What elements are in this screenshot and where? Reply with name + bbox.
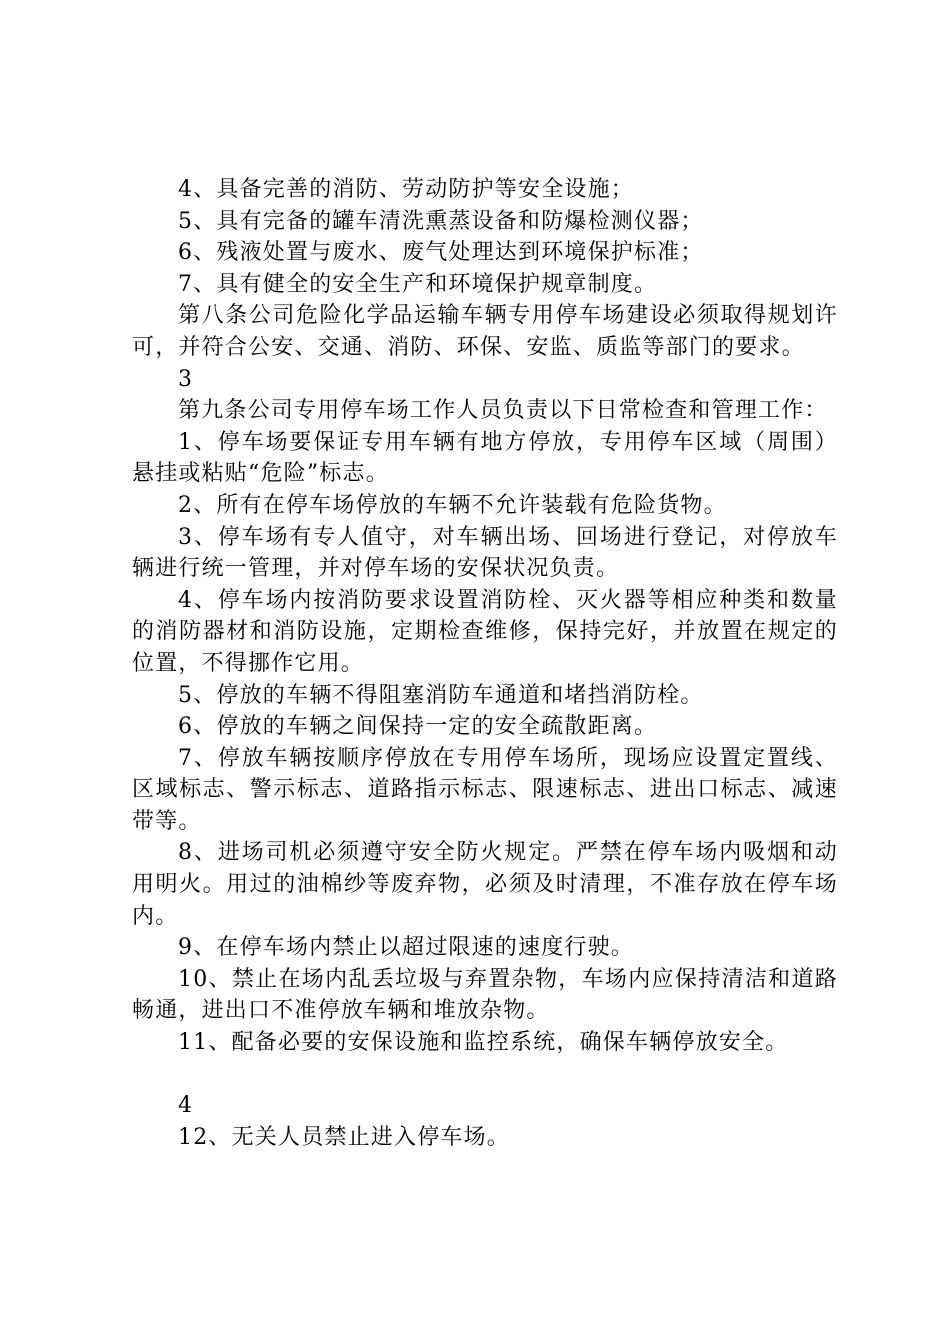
paragraph-item-6: 6、残液处置与废水、废气处理达到环境保护标准； xyxy=(178,240,704,266)
paragraph-rule-10: 10、禁止在场内乱丢垃圾与弃置杂物，车场内应保持清洁和道路畅通，进出口不准停放车辆和堆放杂物。 xyxy=(132,966,838,1024)
paragraph-rule-7: 7、停放车辆按顺序停放在专用停车场所，现场应设置定置线、区域标志、警示标志、道路指示标志、限速标志、进出口标志、减速带等。 xyxy=(132,745,838,834)
paragraph-rule-6: 6、停放的车辆之间保持一定的安全疏散距离。 xyxy=(178,714,658,740)
paragraph-rule-3: 3、停车场有专人值守，对车辆出场、回场进行登记，对停放车辆进行统一管理，并对停车场的安保状况负责。 xyxy=(132,524,838,582)
blank-line xyxy=(132,1059,838,1091)
page-number: 3 xyxy=(178,366,194,392)
paragraph-item-4: 4、具备完善的消防、劳动防护等安全设施； xyxy=(178,177,634,202)
paragraph-item-5: 5、具有完备的罐车清洗熏蒸设备和防爆检测仪器； xyxy=(178,208,704,234)
paragraph-rule-11: 11、配备必要的安保设施和监控系统，确保车辆停放安全。 xyxy=(178,1030,789,1056)
paragraph-rule-1: 1、停车场要保证专用车辆有地方停放，专用停车区域（周围）悬挂或粘贴“危险”标志。 xyxy=(132,429,838,487)
paragraph-rule-4: 4、停车场内按消防要求设置消防栓、灭火器等相应种类和数量的消防器材和消防设施，定期检查维修，保持完好，并放置在规定的位置，不得挪作它用。 xyxy=(132,587,838,676)
paragraph-rule-12: 12、无关人员禁止进入停车场。 xyxy=(178,1124,510,1150)
document-body xyxy=(132,174,838,1153)
paragraph-rule-2: 2、所有在停车场停放的车辆不允许装载有危险货物。 xyxy=(178,492,727,518)
paragraph-rule-5: 5、停放的车辆不得阻塞消防车通道和堵挡消防栓。 xyxy=(178,682,704,708)
paragraph-article-9: 第九条公司专用停车场工作人员负责以下日常检查和管理工作： xyxy=(178,398,828,424)
page-number: 4 xyxy=(178,1093,194,1119)
paragraph-item-7: 7、具有健全的安全生产和环境保护规章制度。 xyxy=(178,271,658,297)
paragraph-rule-9: 9、在停车场内禁止以超过限速的速度行驶。 xyxy=(178,935,634,961)
paragraph-rule-8: 8、进场司机必须遵守安全防火规定。严禁在停车场内吸烟和动用明火。用过的油棉纱等废弃物，必须及时清理，不准存放在停车场内。 xyxy=(132,840,838,929)
paragraph-article-8: 第八条公司危险化学品运输车辆专用停车场建设必须取得规划许可，并符合公安、交通、消防、环保、安监、质监等部门的要求。 xyxy=(132,303,838,360)
